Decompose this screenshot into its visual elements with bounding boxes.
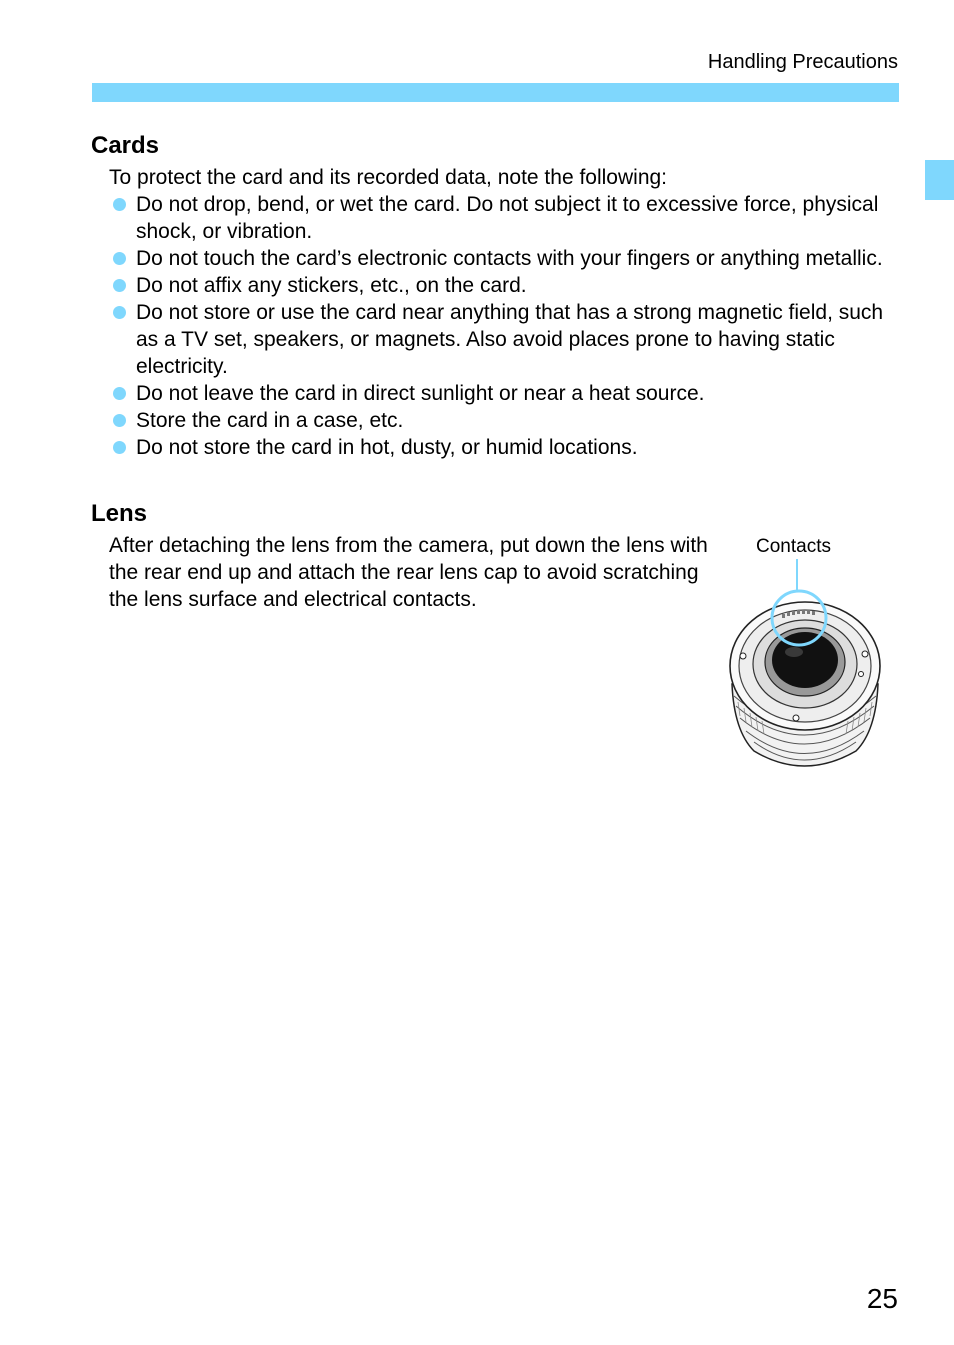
running-head: Handling Precautions (707, 51, 898, 73)
bullet-icon (113, 414, 126, 427)
lens-heading: Lens (91, 500, 148, 527)
lens-instructions: After detaching the lens from the camera, put down the lens with the rear end up and attach the rear lens cap to avoid scratching the lens surface and electrical contacts. (109, 534, 708, 611)
page-number: 25 (866, 1283, 898, 1314)
list-item-text: Do not affix any stickers, etc., on the card. (136, 274, 527, 297)
bullet-icon (113, 441, 126, 454)
cards-precautions-list (109, 191, 899, 461)
list-item (109, 299, 899, 380)
bullet-icon (113, 306, 126, 319)
list-item-text: Do not drop, bend, or wet the card. Do not subject it to excessive force, physical shock, or vibration. (136, 193, 879, 243)
chapter-tab (925, 160, 954, 200)
cards-heading: Cards (91, 132, 160, 159)
cards-intro: To protect the card and its recorded data, note the following: (109, 166, 668, 189)
list-item (109, 434, 899, 461)
lens-rear-illustration (724, 556, 886, 776)
list-item (109, 191, 899, 245)
list-item-text: Do not store the card in hot, dusty, or humid locations. (136, 436, 638, 459)
bullet-icon (113, 198, 126, 211)
header-bar (92, 83, 899, 102)
list-item (109, 380, 899, 407)
list-item-text: Do not store or use the card near anything that has a strong magnetic field, such as a TV set, speakers, or magnets. Also avoid places prone to having static electricity. (136, 301, 884, 378)
bullet-icon (113, 279, 126, 292)
list-item (109, 272, 899, 299)
bullet-icon (113, 387, 126, 400)
list-item (109, 407, 899, 434)
list-item-text: Store the card in a case, etc. (136, 409, 404, 432)
bullet-icon (113, 252, 126, 265)
list-item-text: Do not leave the card in direct sunlight or near a heat source. (136, 382, 705, 405)
contacts-label: Contacts (756, 536, 831, 557)
list-item-text: Do not touch the card’s electronic contacts with your fingers or anything metallic. (136, 247, 883, 270)
list-item (109, 245, 899, 272)
